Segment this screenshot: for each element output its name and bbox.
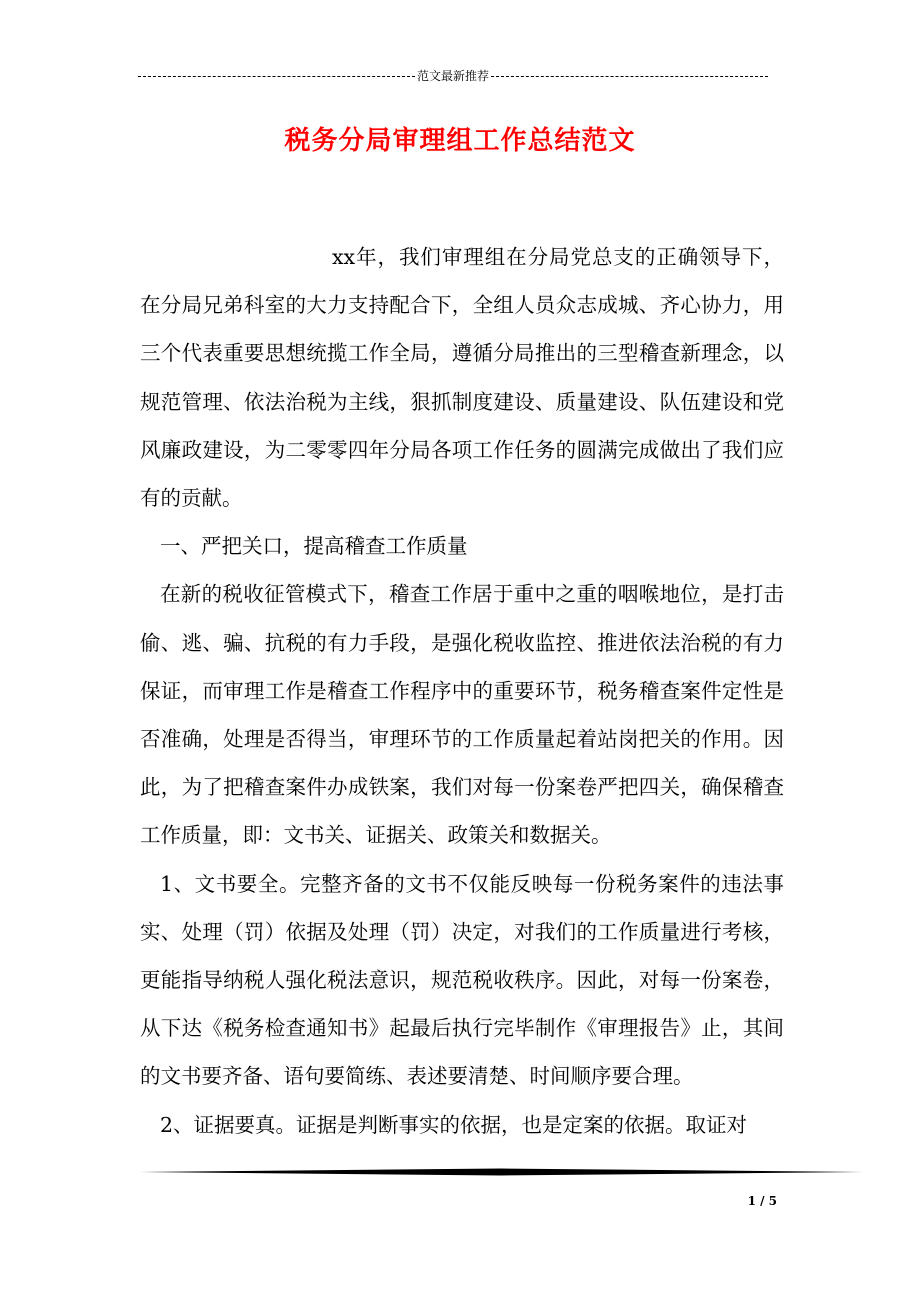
page-header bbox=[138, 66, 768, 86]
header-dash-right bbox=[491, 76, 768, 77]
document-body bbox=[140, 233, 784, 1149]
header-label: 范文最新推荐 bbox=[417, 69, 490, 83]
paragraph-item-one: 1、文书要全。完整齐备的文书不仅能反映每一份税务案件的违法事实、处理（罚）依据及处理（罚）决定，对我们的工作质量进行考核，更能指导纳税人强化税法意识，规范税收秩序。因此，对每一份案卷，从下达《税务检查通知书》起最后执行完毕制作《审理报告》止，其间的文书要齐备、语句要简练、表述要清楚、时间顺序要合理。 bbox=[140, 871, 784, 1089]
footer-rule bbox=[140, 1168, 863, 1176]
page-number: 1 / 5 bbox=[747, 1194, 777, 1208]
paragraph-intro: xx年，我们审理组在分局党总支的正确领导下，在分局兄弟科室的大力支持配合下，全组人员众志成城、齐心协力，用三个代表重要思想统揽工作全局，遵循分局推出的三型稽查新理念，以规范管理、依法治税为主线，狠抓制度建设、质量建设、队伍建设和党风廉政建设，为二零零四年分局各项工作任务的圆满完成做出了我们应有的贡献。 bbox=[140, 245, 784, 511]
document-title: 税务分局审理组工作总结范文 bbox=[284, 126, 636, 156]
paragraph-section-one: 在新的税收征管模式下，稽查工作居于重中之重的咽喉地位，是打击偷、逃、骗、抗税的有力手段，是强化税收监控、推进依法治税的有力保证，而审理工作是稽查工作程序中的重要环节，税务稽查案件定性是否准确，处理是否得当，审理环节的工作质量起着站岗把关的作用。因此，为了把稽查案件办成铁案，我们对每一份案卷严把四关，确保稽查工作质量，即：文书关、证据关、政策关和数据关。 bbox=[140, 582, 784, 848]
header-dash-left bbox=[138, 76, 415, 77]
paragraph-item-two: 2、证据要真。证据是判断事实的依据，也是定案的依据。取证对 bbox=[160, 1112, 748, 1137]
section-heading: 一、严把关口，提高稽查工作质量 bbox=[160, 534, 468, 559]
